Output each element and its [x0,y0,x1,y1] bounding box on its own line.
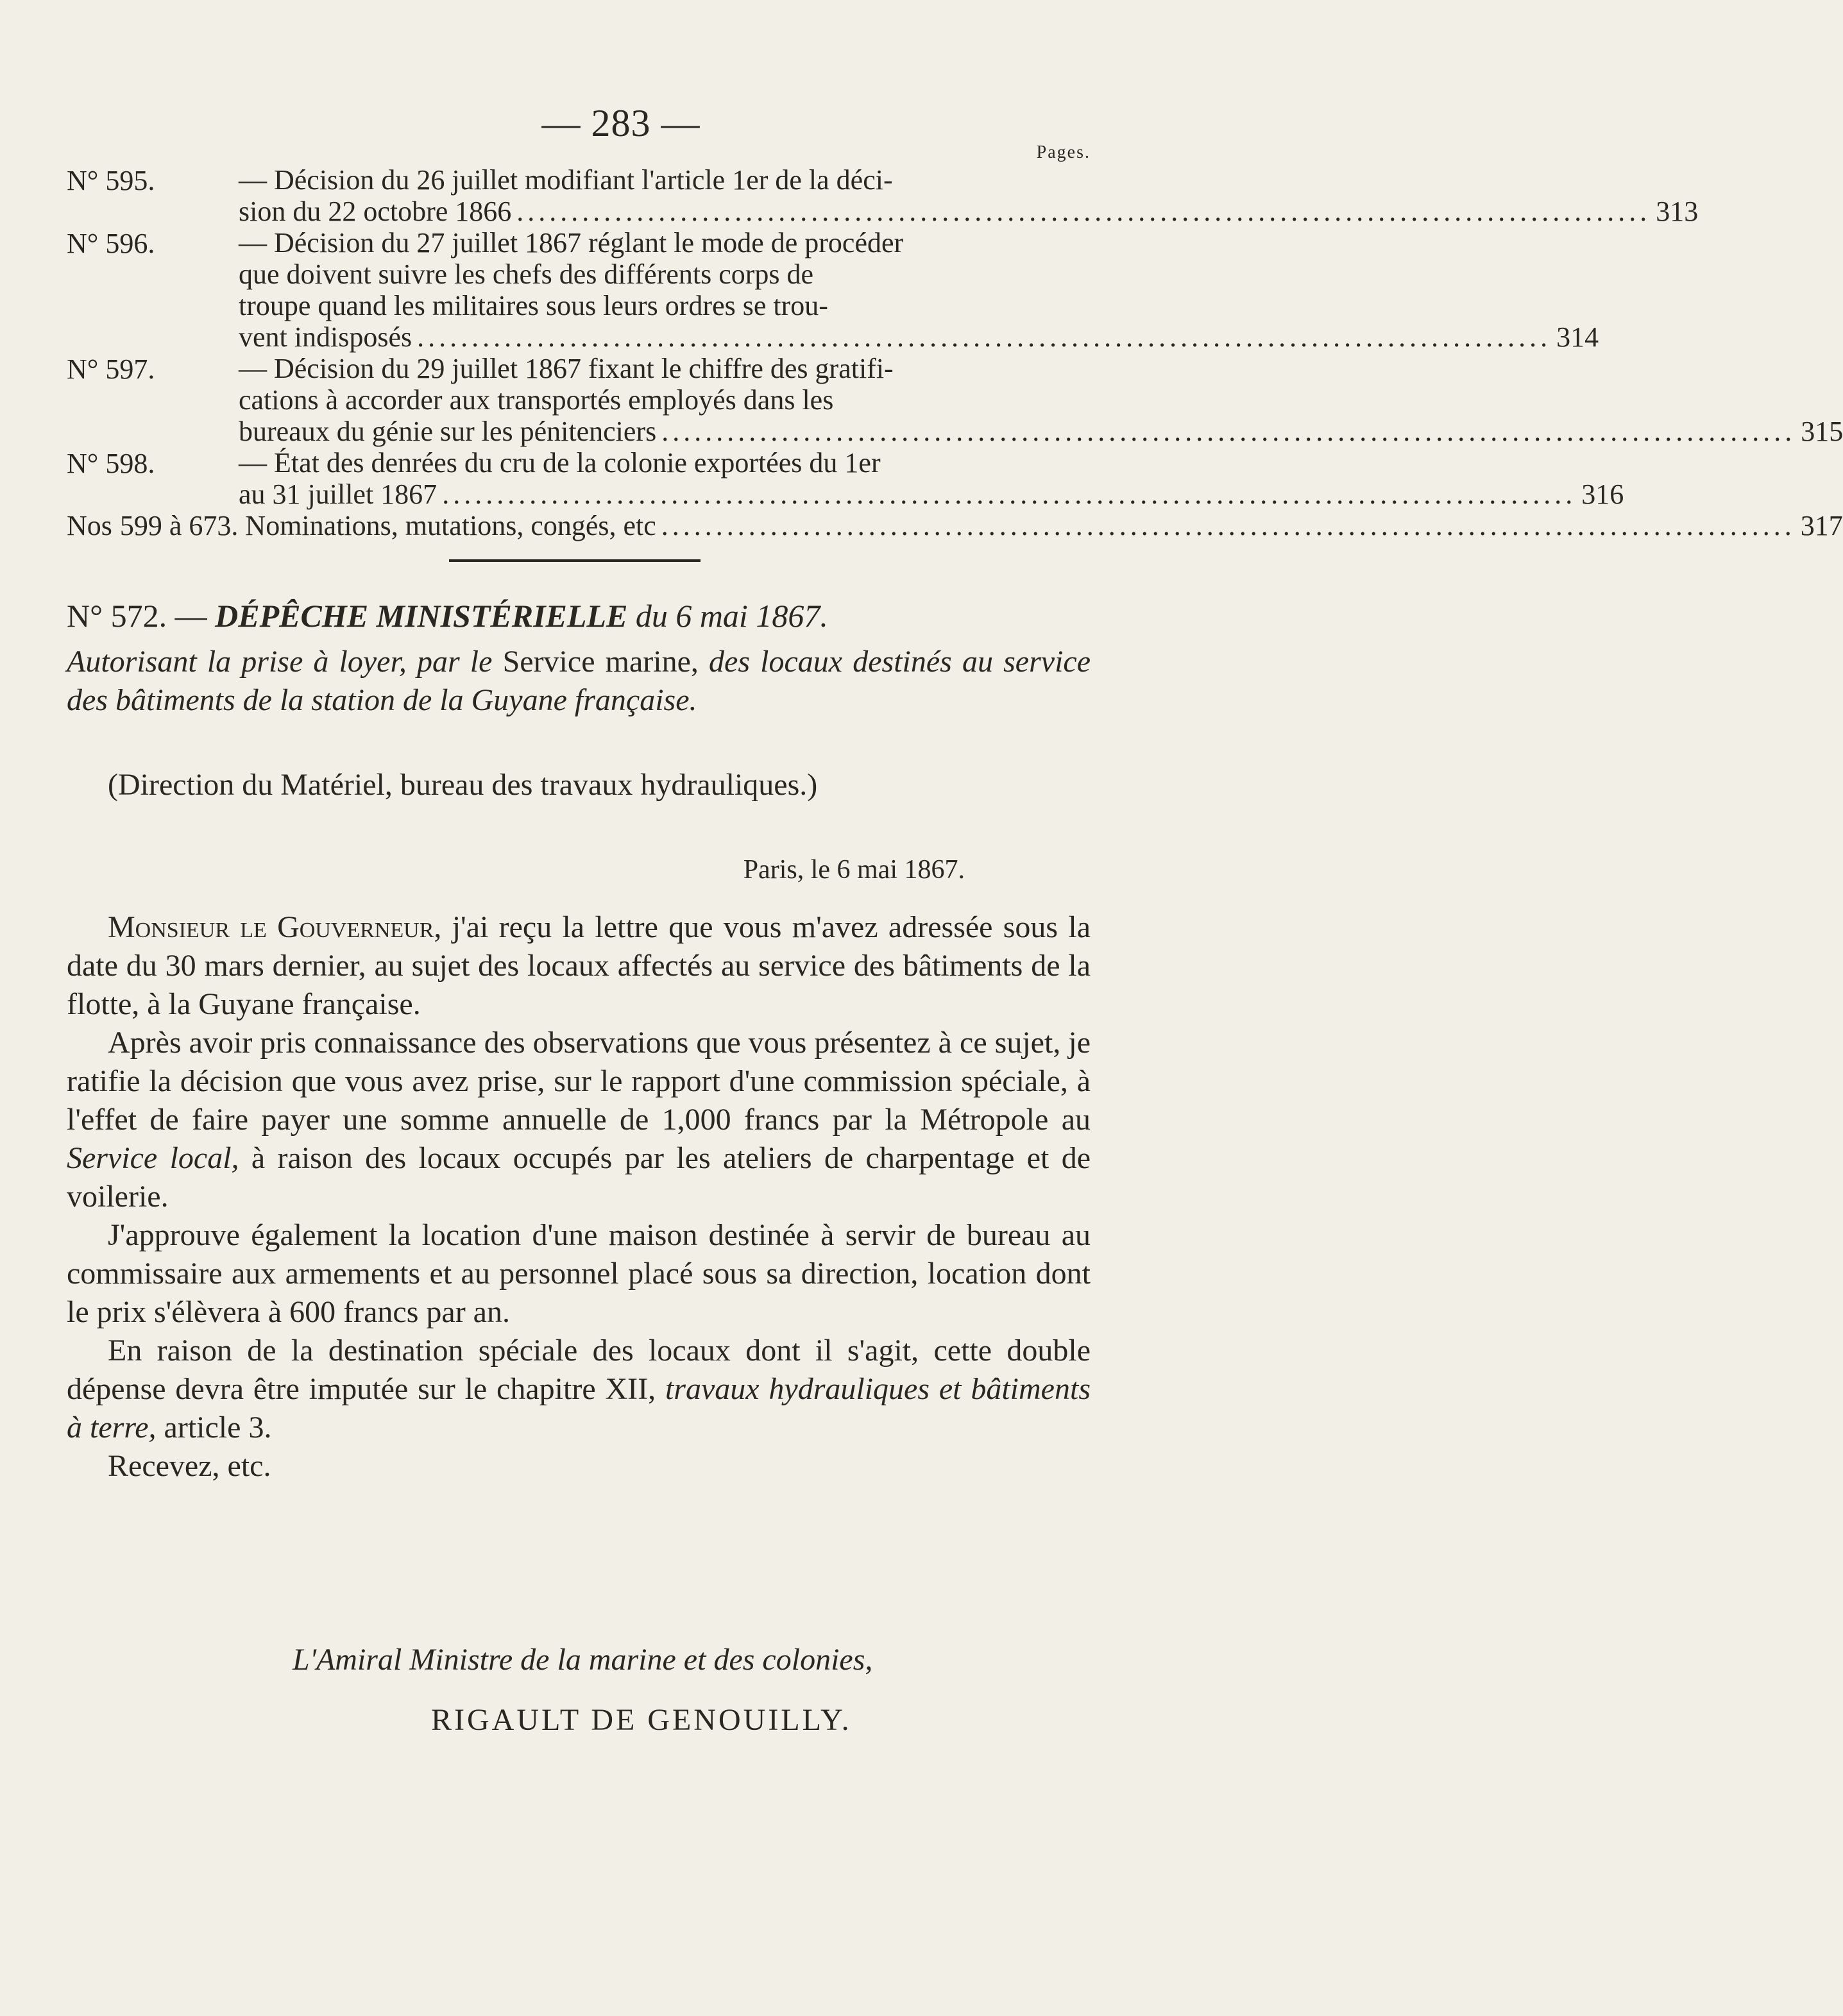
toc-entry-number: N° 595. [67,165,155,196]
toc-entry-number: Nos [67,510,112,541]
dispatch-title: DÉPÊCHE MINISTÉRIELLE [215,598,628,634]
paragraph [67,908,1091,1024]
dot-leader: ........................................................................................................ [442,479,1577,510]
toc-entry [67,447,1624,510]
dot-leader: ........................................................................................................ [661,510,1796,541]
dispatch-number: N° 572. — [67,598,207,634]
dispatch-subject [67,643,1091,720]
subject-text: Service marine, [502,645,699,679]
pages-column-label: Pages. [1036,142,1091,162]
toc-entry [67,510,1843,541]
toc-entry-number: N° 597. [67,353,155,385]
toc-entry-line: cations à accorder aux transportés employés dans les [239,384,834,416]
paragraph-italic-text: travaux hydrauliques et bâtiments à terre, [67,1372,1091,1444]
dispatch-date: du 6 mai 1867. [635,598,828,634]
toc-page-ref: 317 [1800,510,1843,541]
letter-body [67,908,1091,1486]
toc-entry-line: — Décision du 29 juillet 1867 fixant le chiffre des gratifi- [239,353,894,384]
paragraph-text: article 3. [164,1410,272,1444]
toc-entry-line: troupe quand les militaires sous leurs ordres se trou- [239,290,828,321]
toc-entry-line: bureaux du génie sur les pénitenciers [239,416,657,447]
dispatch-heading [67,597,1091,635]
paragraph [67,1332,1091,1447]
page-number: — 283 — [541,102,701,144]
paragraph-text: J'approuve également la location d'une maison destinée à servir de bureau au commissaire aux armements et au personnel placé sous sa direction, location dont le prix s'élèvera à 600 francs par an. [67,1218,1091,1329]
table-of-contents [67,164,1843,541]
subject-text: Autorisant la prise à loyer, par le [67,645,493,679]
toc-page-ref: 313 [1656,196,1699,227]
dot-leader: ........................................................................................................ [661,416,1796,447]
toc-entry-number: N° 596. [67,228,155,259]
paragraph-italic-text: Service local, [67,1141,239,1175]
dot-leader: ........................................................................................................ [417,321,1552,353]
closing-formula: Recevez, etc. [108,1449,271,1483]
toc-entry-line: — Décision du 27 juillet 1867 réglant le mode de procéder [239,227,904,258]
paragraph-text: Après avoir pris connaissance des observations que vous présentez à ce sujet, je ratifie la décision que vous avez prise, sur le rapport d'une commission spéciale, à l'effet de faire payer une somme annuelle de 1,000 francs par la Métropole au [67,1026,1091,1137]
signoff-title: L'Amiral Ministre de la marine et des colonies, [293,1643,873,1677]
toc-entry [67,227,1599,353]
salutation: Monsieur le Gouverneur, [108,910,442,944]
paragraph-text: à raison des locaux occupés par les ateliers de charpentage et de voilerie. [67,1141,1091,1214]
toc-entry [67,164,1699,227]
paragraph-text: j'ai reçu la lettre que vous m'avez adressée sous la date du 30 mars dernier, au sujet des locaux affectés au service des bâtiments de la flotte, à la Guyane française. [67,910,1091,1021]
toc-entry-line: sion du 22 octobre 1866 [239,196,512,227]
toc-entry [67,353,1843,447]
paragraph-text: En raison de la destination spéciale des locaux dont il s'agit, cette double dépense devra être imputée sur le chapitre XII, [67,1334,1091,1406]
toc-entry-line: vent indisposés [239,321,412,353]
dot-leader: ........................................................................................................ [516,196,1651,227]
paragraph [67,1024,1091,1216]
toc-entry-number: N° 598. [67,448,155,479]
toc-entry-line: que doivent suivre les chefs des différents corps de [239,258,814,290]
toc-page-ref: 316 [1581,479,1624,510]
toc-entry-line: 599 à 673. Nominations, mutations, congés, etc [119,510,656,541]
section-divider [449,559,701,562]
place-and-date: Paris, le 6 mai 1867. [743,855,965,885]
subject-text: des locaux destinés au service des bâtiments de la station de la Guyane française. [67,645,1091,717]
toc-entry-line: — État des denrées du cru de la colonie exportées du 1er [239,447,881,479]
toc-page-ref: 314 [1556,321,1599,353]
direction-line: (Direction du Matériel, bureau des travaux hydrauliques.) [108,768,818,802]
paragraph [67,1216,1091,1332]
toc-entry-line: — Décision du 26 juillet modifiant l'article 1er de la déci- [239,164,893,196]
toc-entry-line: au 31 juillet 1867 [239,479,437,510]
signature-name: RIGAULT DE GENOUILLY. [431,1703,852,1737]
toc-page-ref: 315 [1801,416,1843,447]
